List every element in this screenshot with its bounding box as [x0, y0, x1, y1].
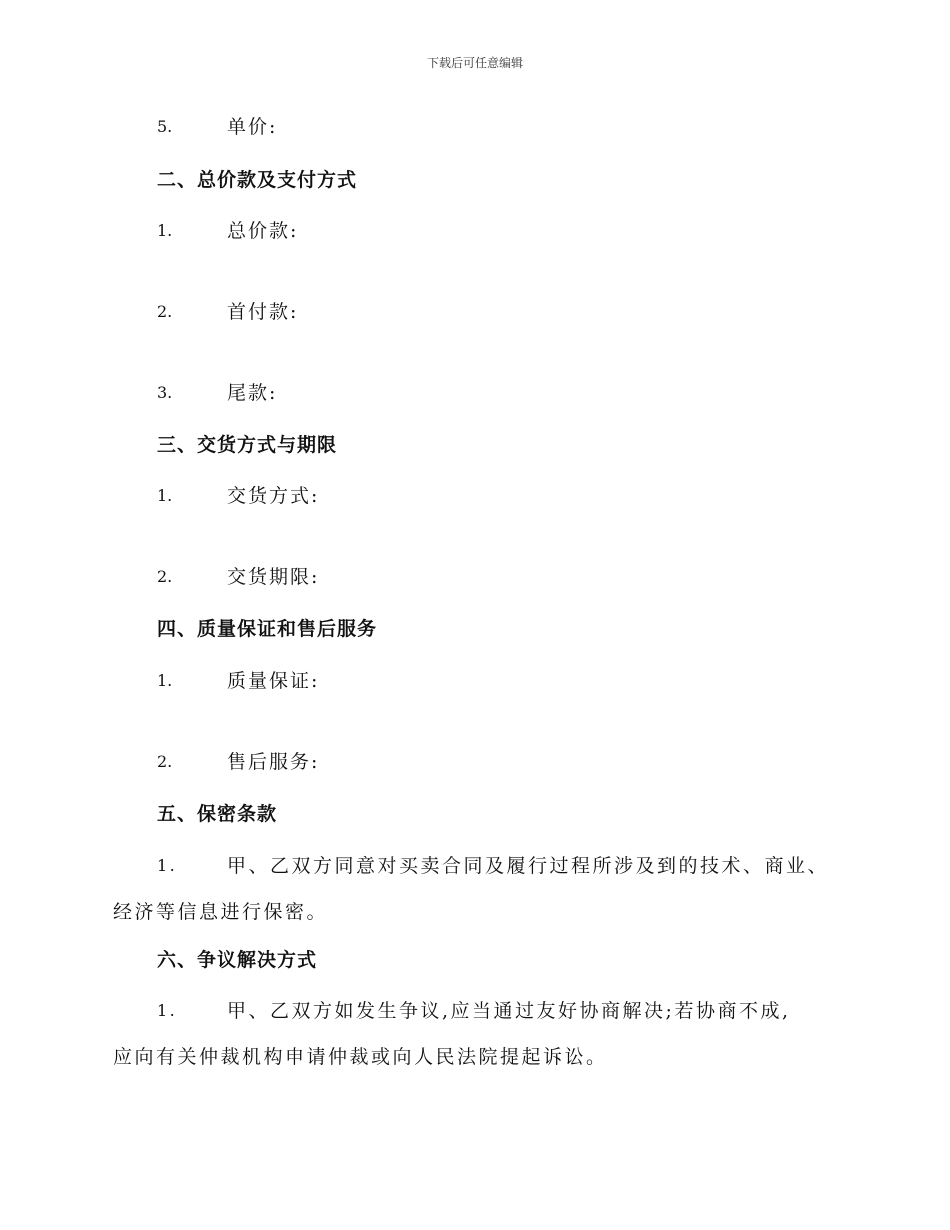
item-label: 交货期限:	[227, 566, 320, 588]
section-heading: 六、争议解决方式	[157, 949, 318, 971]
item-label: 首付款:	[227, 301, 299, 323]
item-number: 1.	[157, 1001, 178, 1020]
item-number: 1.	[157, 486, 173, 505]
paragraph-continuation: 经济等信息进行保密。	[113, 901, 329, 923]
item-number: 2.	[157, 567, 173, 586]
item-number: 2.	[157, 302, 173, 321]
item-number: 2.	[157, 752, 173, 771]
item-number: 5.	[157, 117, 173, 136]
paragraph-first-line: 甲、乙双方如发生争议,应当通过友好协商解决;若协商不成,	[227, 1000, 791, 1022]
section-heading: 三、交货方式与期限	[157, 434, 338, 456]
item-label: 总价款:	[227, 220, 299, 242]
paragraph-first-line: 甲、乙双方同意对买卖合同及履行过程所涉及到的技术、商业、	[227, 855, 830, 877]
paragraph	[0, 988, 950, 1080]
item-number: 1.	[157, 221, 173, 240]
item-label: 售后服务:	[227, 751, 320, 773]
paragraph	[0, 843, 950, 935]
item-label: 尾款:	[227, 382, 278, 404]
item-label: 单价:	[227, 116, 278, 138]
item-number: 1.	[157, 856, 178, 875]
item-number: 1.	[157, 671, 173, 690]
page-header-note: 下载后可任意编辑	[426, 56, 523, 70]
section-heading: 五、保密条款	[157, 803, 278, 825]
paragraph-continuation: 应向有关仲裁机构申请仲裁或向人民法院提起诉讼。	[113, 1046, 608, 1068]
item-label: 质量保证:	[227, 670, 320, 692]
item-number: 3.	[157, 383, 173, 402]
section-heading: 四、质量保证和售后服务	[157, 618, 378, 640]
section-heading: 二、总价款及支付方式	[157, 169, 358, 191]
item-label: 交货方式:	[227, 485, 320, 507]
